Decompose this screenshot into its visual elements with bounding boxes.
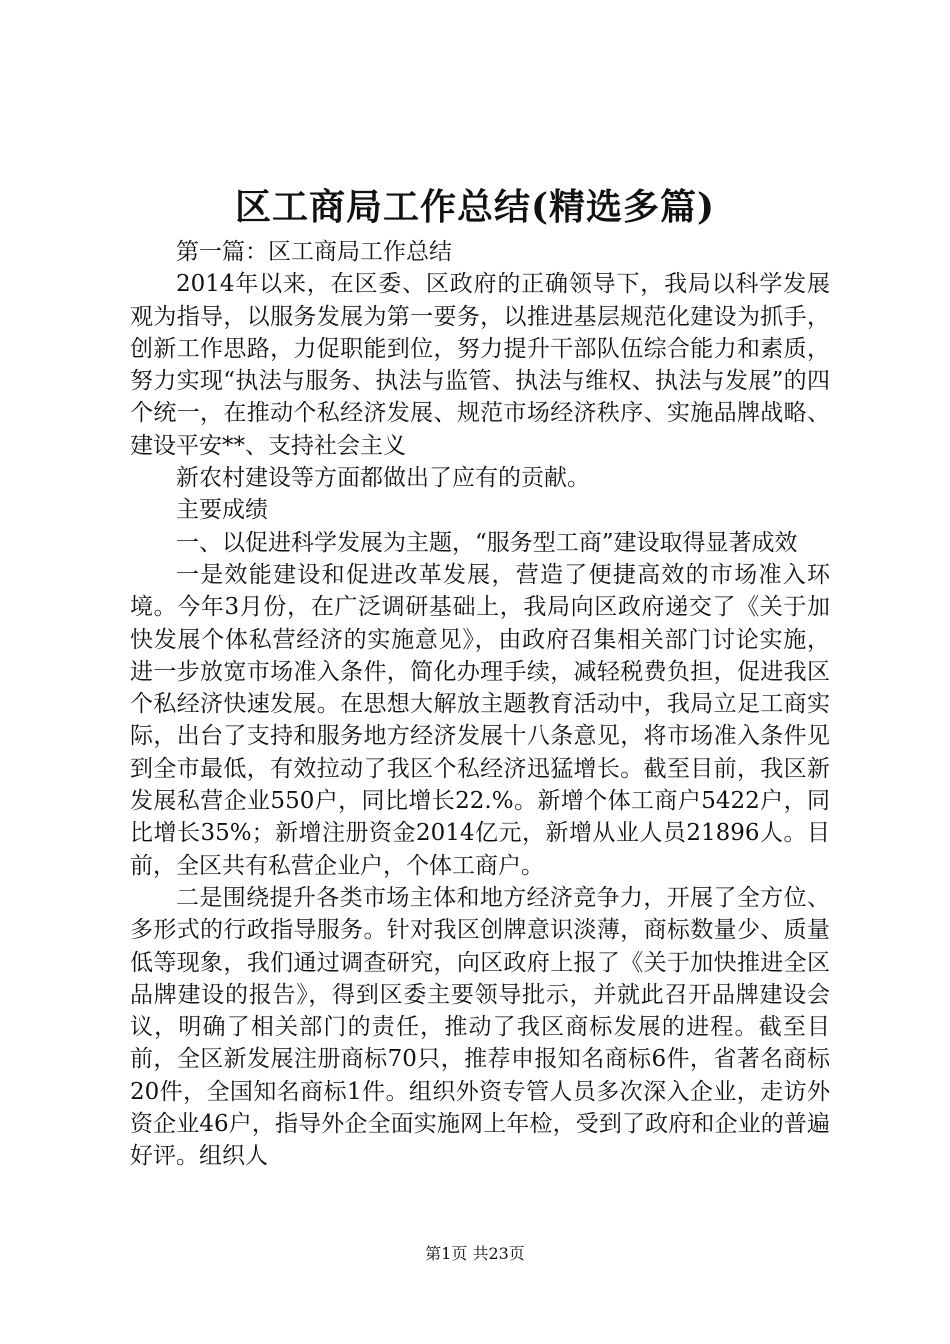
section-heading: 第一篇：区工商局工作总结 <box>176 239 452 265</box>
paragraph-point-two: 二是围绕提升各类市场主体和地方经济竞争力，开展了全方位、多形式的行政指导服务。针对我区创牌意识淡薄，商标数量少、质量低等现象，我们通过调查研究，向区政府上报了《关于加快推进全区品牌建设的报告》，得到区委主要领导批示，并就此召开品牌建设会议，明确了相关部门的责任，推动了我区商标发展的进程。截至目前，全区新发展注册商标70只，推荐申报知名商标6件，省著名商标20件，全国知名商标1件。组织外资专管人员多次深入企业，走访外资企业46户，指导外企全面实施网上年检，受到了政府和企业的普遍好评。组织人 <box>130 884 830 1170</box>
page-footer: 第1页 共23页 <box>425 1244 525 1263</box>
document-body <box>130 236 830 1173</box>
document-title: 区工商局工作总结(精选多篇) <box>234 186 716 228</box>
paragraph-intro-continued: 新农村建设等方面都做出了应有的贡献。 <box>176 465 590 492</box>
paragraph-point-one: 一是效能建设和促进改革发展，营造了便捷高效的市场准入环境。今年3月份，在广泛调研基础上，我局向区政府递交了《关于加快发展个体私营经济的实施意见》，由政府召集相关部门讨论实施，进一步放宽市场准入条件，简化办理手续，减轻税费负担，促进我区个私经济快速发展。在思想大解放主题教育活动中，我局立足工商实际，出台了支持和服务地方经济发展十八条意见，将市场准入条件见到全市最低，有效拉动了我区个私经济迅猛增长。截至目前，我区新发展私营企业550户，同比增长22.%。新增个体工商户5422户，同比增长35%；新增注册资金2014亿元，新增从业人员21896人。目前，全区共有私营企业户，个体工商户。 <box>130 561 830 879</box>
subheading-item-one: 一、以促进科学发展为主题，“服务型工商”建设取得显著成效 <box>176 529 798 556</box>
subheading-main-achievements: 主要成绩 <box>176 497 268 524</box>
paragraph-intro: 2014年以来，在区委、区政府的正确领导下，我局以科学发展观为指导，以服务发展为第一要务，以推进基层规范化建设为抓手，创新工作思路，力促职能到位，努力提升干部队伍综合能力和素质，努力实现“执法与服务、执法与监管、执法与维权、执法与发展”的四个统一，在推动个私经济发展、规范市场经济秩序、实施品牌战略、建设平安**、支持社会主义 <box>130 271 830 459</box>
